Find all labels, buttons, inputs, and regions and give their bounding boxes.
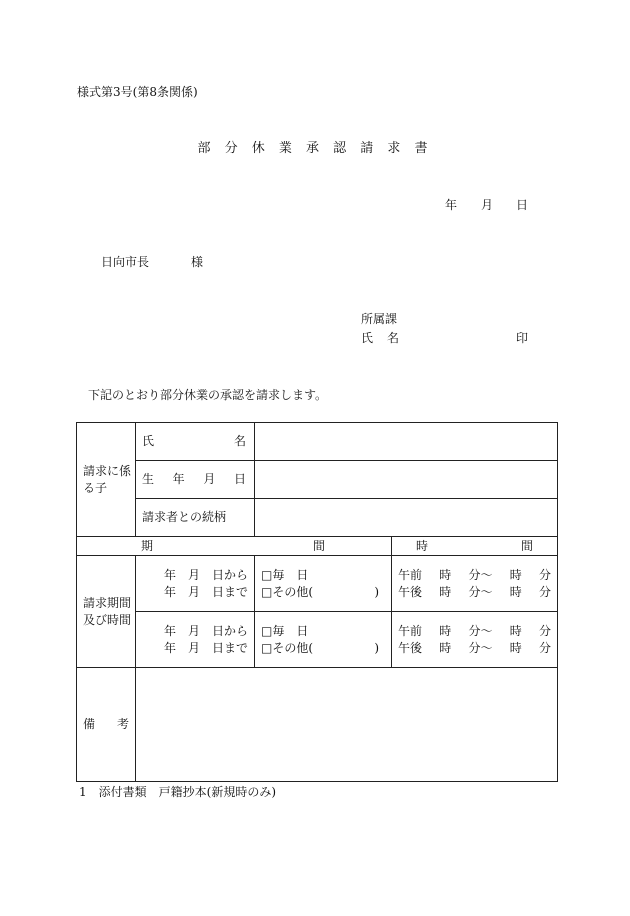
intro-text: 下記のとおり部分休業の承認を請求します。 [88,388,328,402]
date-day-label: 日 [516,198,529,212]
period-section-label: 請求期間 及び時間 [77,556,136,668]
daily-checkbox[interactable]: □毎 日 [261,624,309,639]
child-birthdate-label: 生 年 月 日 [136,461,255,499]
period-2-dates[interactable]: 年 月 日から 年 月 日まで [136,612,255,668]
other-checkbox[interactable]: □その他( [261,584,314,599]
child-birthdate-row [77,461,558,499]
remarks-row [77,668,558,782]
period-1-dates[interactable]: 年 月 日から 年 月 日まで [136,556,255,612]
remarks-field[interactable] [136,668,558,782]
child-relationship-label: 請求者との続柄 [136,499,255,537]
form-number: 様式第3号(第8条関係) [77,85,198,99]
child-birthdate-field[interactable] [255,461,558,499]
period-2-kind[interactable]: □毎 日 □その他( ) [255,612,392,668]
period-2-times[interactable]: 午前 時 分～ 時 分 午後 時 分～ 時 分 [392,612,558,668]
period-row-2 [77,612,558,668]
child-name-field[interactable] [255,423,558,461]
attachment-note: 1 添付書類 戸籍抄本(新規時のみ) [79,785,276,799]
request-form-table [76,422,558,782]
child-name-label: 氏 名 [136,423,255,461]
addressee [101,256,203,268]
document-title: 部 分 休 業 承 認 請 求 書 [197,141,433,156]
period-1-times[interactable]: 午前 時 分～ 時 分 午後 時 分～ 時 分 [392,556,558,612]
child-relationship-row [77,499,558,537]
department-label: 所属課 [361,312,398,326]
period-1-kind[interactable]: □毎 日 □その他( ) [255,556,392,612]
addressee-name: 日向市長 [101,255,150,269]
remarks-label: 備 考 [77,668,136,782]
addressee-honorific: 様 [191,255,204,269]
child-name-row [77,423,558,461]
child-relationship-field[interactable] [255,499,558,537]
daily-checkbox[interactable]: □毎 日 [261,568,309,583]
child-section-label: 請求に係る子 [77,423,136,537]
time-header: 時 間 [392,537,558,556]
period-header-row [77,537,558,556]
seal-label: 印 [516,331,529,345]
applicant-name-label: 氏名 [361,331,414,345]
period-row-1 [77,556,558,612]
date-year-label: 年 [445,198,458,212]
period-header: 期 間 [77,537,392,556]
other-checkbox[interactable]: □その他( [261,640,314,655]
date-month-label: 月 [481,198,494,212]
